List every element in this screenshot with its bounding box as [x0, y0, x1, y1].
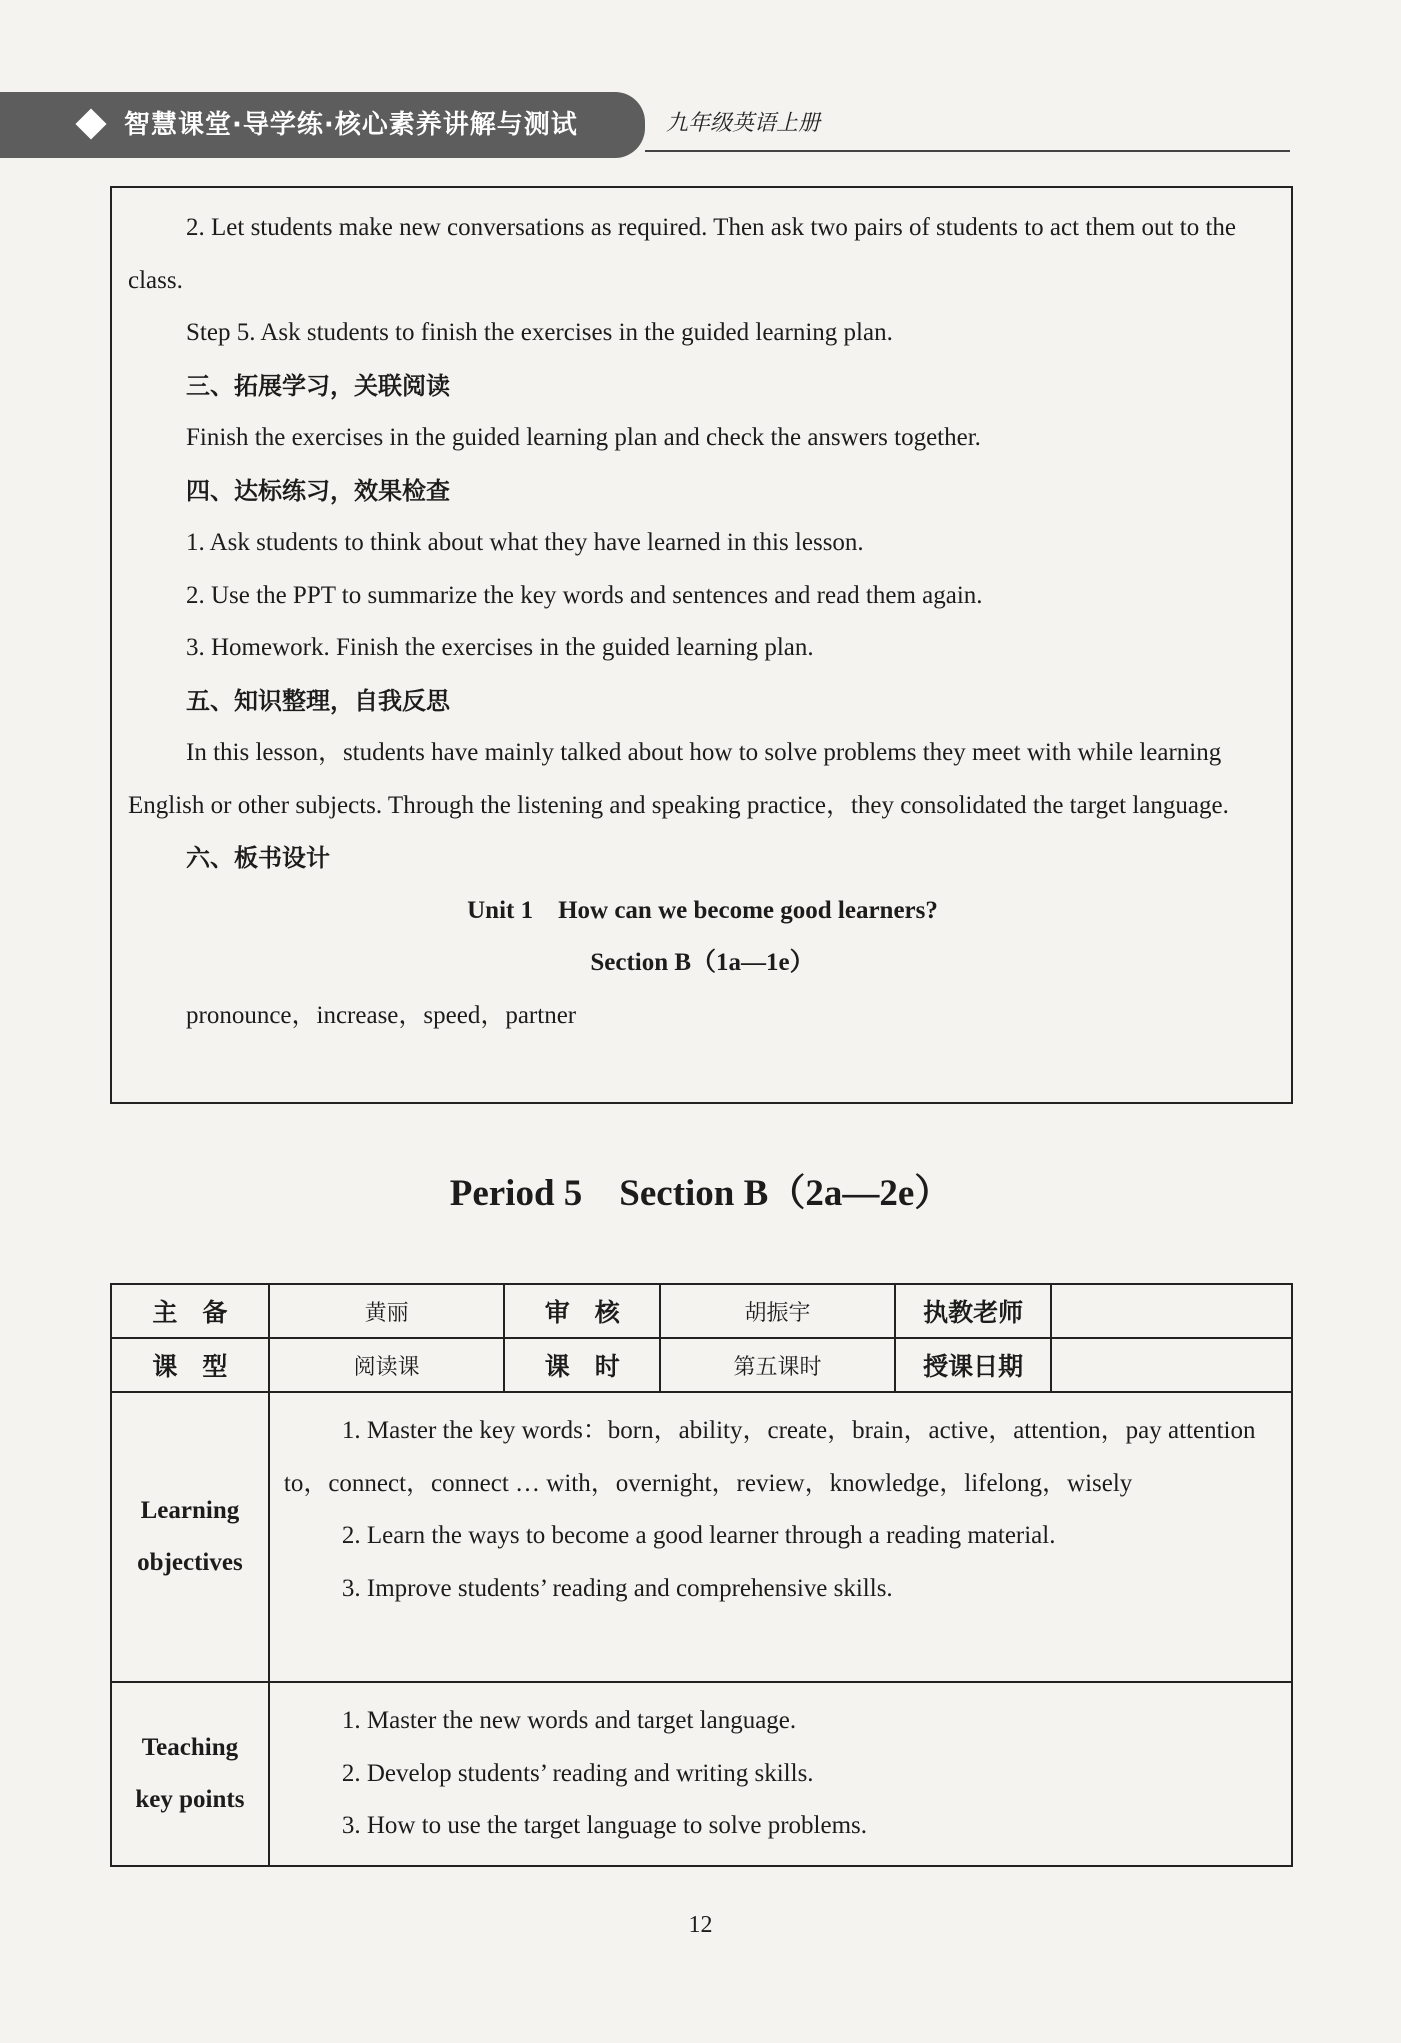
value-cell [1051, 1284, 1292, 1338]
header-cell: 审 核 [504, 1284, 660, 1338]
teaching-key-points-label [111, 1682, 269, 1866]
section-5-text: In this lesson，students have mainly talked about how to solve problems they meet with while learning English or other subjects. Through the listening and speaking practice，they consolidated the target language. [128, 739, 1229, 819]
objective-item: 2. Learn the ways to become a good learner through a reading material. [341, 1522, 1056, 1549]
learning-objectives-content [269, 1392, 1292, 1682]
book-title: 九年级英语上册 [666, 111, 821, 136]
step5-paragraph: Step 5. Ask students to finish the exercises in the guided learning plan. [186, 319, 893, 346]
header-cell: 授课日期 [895, 1338, 1052, 1392]
period-title: Period 5 Section B（2a—2e） [449, 1173, 952, 1214]
lesson-info-table [110, 1283, 1293, 1867]
board-unit-title: Unit 1 How can we become good learners? [467, 896, 938, 924]
board-section-title: Section B（1a—1e） [590, 949, 815, 976]
learning-objectives-label [111, 1392, 269, 1682]
value-cell: 第五课时 [660, 1338, 895, 1392]
label-line: key points [135, 1786, 245, 1813]
section-3-title: 三、拓展学习，关联阅读 [186, 371, 450, 400]
key-point-item: 1. Master the new words and target language. [341, 1707, 797, 1734]
header-cell: 执教老师 [895, 1284, 1052, 1338]
section-6-title: 六、板书设计 [186, 844, 330, 872]
board-words: pronounce，increase，speed，partner [186, 1001, 577, 1029]
key-point-item: 2. Develop students’ reading and writing skills. [341, 1759, 814, 1787]
series-title: 智慧课堂·导学练·核心素养讲解与测试 [124, 110, 578, 140]
header-cell: 课 型 [111, 1338, 269, 1392]
value-cell: 胡振宇 [660, 1284, 895, 1338]
section-4-item: 2. Use the PPT to summarize the key words and sentences and read them again. [186, 581, 983, 609]
section-4-item: 3. Homework. Finish the exercises in the guided learning plan. [186, 634, 814, 661]
value-cell: 黄丽 [269, 1284, 505, 1338]
section-4-item: 1. Ask students to think about what they have learned in this lesson. [186, 529, 864, 556]
step-paragraph: 2. Let students make new conversations as required. Then ask two pairs of students to act them out to the class. [128, 214, 1236, 294]
objective-item: 3. Improve students’ reading and comprehensive skills. [341, 1574, 893, 1602]
page-number: 12 [688, 1912, 713, 1938]
section-5-title: 五、知识整理，自我反思 [186, 686, 450, 715]
table-row [111, 1392, 1292, 1682]
header-cell: 课 时 [504, 1338, 660, 1392]
label-line: Teaching [141, 1734, 239, 1761]
section-3-text: Finish the exercises in the guided learning plan and check the answers together. [186, 424, 981, 451]
lesson-steps-box [110, 186, 1293, 1104]
label-line: Learning [140, 1497, 240, 1524]
table-row [111, 1682, 1292, 1866]
header-cell: 主 备 [111, 1284, 269, 1338]
label-line: objectives [137, 1549, 243, 1576]
value-cell [1051, 1338, 1292, 1392]
value-cell: 阅读课 [269, 1338, 505, 1392]
header-rule [645, 150, 1290, 152]
teaching-key-points-content [269, 1682, 1292, 1866]
table-row [111, 1338, 1292, 1392]
table-row [111, 1284, 1292, 1338]
key-point-item: 3. How to use the target language to solve problems. [341, 1812, 867, 1839]
section-4-title: 四、达标练习，效果检查 [186, 476, 450, 505]
objective-item: 1. Master the key words：born，ability，create，brain，active，attention，pay attention to，connect，connect … with，overnight，review，knowledge，lifelong，wisely [283, 1417, 1256, 1497]
